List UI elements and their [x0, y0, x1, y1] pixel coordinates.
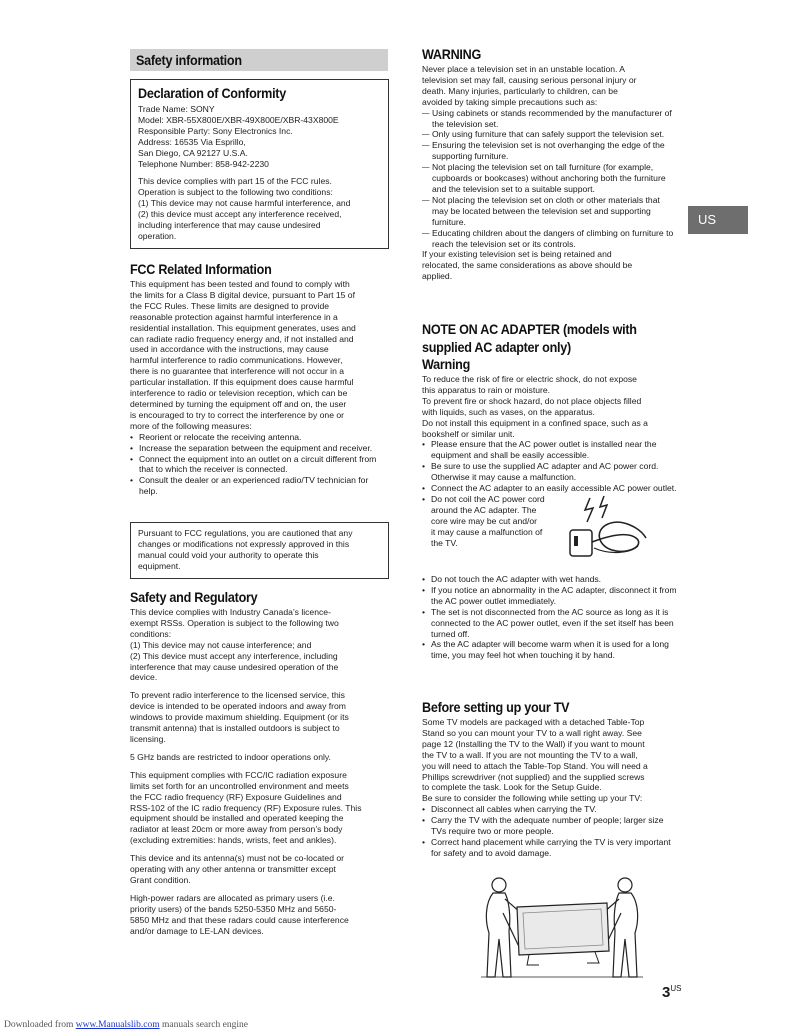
list-item: • Increase the separation between the equipment and receiver.	[130, 443, 380, 454]
line: including interference that may cause undesired	[138, 220, 321, 231]
line: equipment.	[138, 560, 181, 571]
regulatory-p2	[130, 690, 389, 745]
line: bookshelf or similar unit.	[422, 428, 515, 439]
line: death. Many injuries, particularly to children, can be	[422, 85, 618, 96]
line: equipment should be installed and operated keeping the	[130, 813, 344, 824]
list-item: • If you notice an abnormality in the AC adapter, disconnect it from the AC power outlet immediately.	[422, 585, 678, 607]
line: This device and its antenna(s) must not be co-located or	[130, 853, 345, 864]
line: windows to provide maximum shielding. Equipment (or its	[130, 712, 349, 723]
address: Address: 16535 Via Esprillo,	[138, 136, 246, 147]
line: interference that may cause undesired operation of the	[130, 661, 339, 672]
line: more of the following measures:	[130, 420, 252, 431]
trade-name: Trade Name: SONY	[138, 104, 215, 114]
regulatory-section	[130, 589, 389, 936]
line: residential installation. This equipment generates, uses and	[130, 322, 356, 333]
download-footer	[4, 1020, 248, 1030]
line: and/or damage to LE-LAN devices.	[130, 925, 264, 936]
safety-information-title: Safety information	[136, 52, 242, 68]
list-item: • As the AC adapter will become warm when it is used for a long time, you may feel hot when touching it by hand.	[422, 639, 678, 661]
line: priority users) of the bands 5250-5350 MHz and 5650-	[130, 903, 337, 914]
two-people-carrying-tv-illustration	[477, 873, 647, 981]
line: Be sure to consider the following while setting up your TV:	[422, 793, 643, 804]
line: Operation is subject to the following two conditions:	[138, 187, 333, 198]
region-tab-us	[688, 206, 748, 234]
line: This device complies with part 15 of the FCC rules.	[138, 176, 332, 187]
coiled-adapter-illustration	[568, 490, 650, 566]
list-item: — Ensuring the television set is not overhanging the edge of the supporting furniture.	[422, 140, 678, 162]
line: Some TV models are packaged with a detached Table-Top	[422, 717, 645, 727]
responsible-party: Responsible Party: Sony Electronics Inc.	[138, 125, 293, 136]
line: harmful interference to radio communications. However,	[130, 355, 343, 366]
line: transmit antenna) that is installed outdoors is subject to	[130, 723, 340, 734]
list-item: • Do not touch the AC adapter with wet hands.	[422, 574, 678, 585]
line: (2) this device must accept any interference received,	[138, 209, 342, 220]
list-item: • Consult the dealer or an experienced radio/TV technician for help.	[130, 475, 380, 497]
list-item: • Be sure to use the supplied AC adapter and AC power cord. Otherwise it may cause a malfunction.	[422, 461, 678, 483]
list-item: • Correct hand placement while carrying the TV is very important for safety and to avoid damage.	[422, 837, 678, 859]
regulatory-p4	[130, 770, 389, 846]
regulatory-p3	[130, 752, 389, 763]
warning-precautions-list	[422, 108, 678, 250]
fcc-title: FCC Related Information	[130, 261, 272, 277]
list-item: — Educating children about the dangers of climbing on furniture to reach the television set or its controls.	[422, 228, 678, 250]
ac-adapter-list	[422, 439, 678, 494]
line: licensing.	[130, 733, 166, 744]
line: This device complies with Industry Canada’s licence-	[130, 607, 331, 617]
list-item: • Please ensure that the AC power outlet is installed near the equipment and shall be easily accessible.	[422, 439, 678, 461]
line: can radiate radio frequency energy and, if not installed and	[130, 333, 354, 344]
line: High-power radars are allocated as primary users (i.e.	[130, 892, 335, 903]
list-item: — Not placing the television set on cloth or other materials that may be located between the television set and supporting furniture.	[422, 195, 678, 228]
line: around the AC adapter. The	[431, 504, 537, 515]
line: relocated, the same considerations as above should be	[422, 260, 633, 271]
manualslib-link[interactable]: www.Manualslib.com	[75, 1020, 160, 1030]
line: RSS-102 of the IC radio frequency (RF) Exposure rules. This	[130, 802, 362, 813]
line: • Do not coil the AC power cord	[431, 493, 545, 504]
line: is encouraged to try to correct the interference by one or	[130, 409, 345, 420]
line: (1) This device may not cause interference; and	[130, 639, 312, 650]
line: Do not install this equipment in a confined space, such as a	[422, 417, 648, 428]
line: applied.	[422, 271, 453, 282]
line: core wire may be cut and/or	[431, 515, 538, 526]
line: this apparatus to rain or moisture.	[422, 384, 551, 395]
ac-adapter-title-line1: NOTE ON AC ADAPTER (models with	[422, 321, 637, 337]
line: limits set forth for an uncontrolled environment and meets	[130, 780, 349, 791]
line: To reduce the risk of fire or electric shock, do not expose	[422, 374, 637, 384]
page-number	[662, 984, 681, 1001]
footer-prefix: Downloaded from	[4, 1020, 76, 1030]
line: determined by turning the equipment off and on, the user	[130, 398, 347, 409]
line: device.	[130, 672, 158, 683]
line: This equipment has been tested and found to comply with	[130, 279, 350, 289]
warning-section	[422, 46, 678, 282]
line: the FCC radio frequency (RF) Exposure Guidelines and	[130, 791, 342, 802]
line: operating with any other antenna or transmitter except	[130, 864, 336, 875]
telephone: Telephone Number: 858-942-2230	[138, 158, 269, 169]
line: avoided by taking simple precautions such as:	[422, 96, 598, 107]
line: To prevent radio interference to the licensed service, this	[130, 690, 345, 701]
declaration-details	[138, 104, 381, 169]
line: the TV.	[431, 537, 458, 548]
list-item: • Carry the TV with the adequate number of people; larger size TVs require two or more people.	[422, 815, 678, 837]
declaration-title: Declaration of Conformity	[138, 85, 286, 101]
list-item: — Not placing the television set on tall furniture (for example, cupboards or bookcases) without anchoring both the furniture and the television set to a suitable support.	[422, 162, 678, 195]
line: (excluding extremities: hands, wrists, feet and ankles).	[130, 835, 337, 846]
footer-suffix: manuals search engine	[159, 1020, 248, 1030]
regulatory-title: Safety and Regulatory	[130, 589, 258, 605]
list-item: • Connect the AC adapter to an easily accessible AC power outlet.	[422, 483, 678, 494]
line: conditions:	[130, 628, 172, 639]
line: To prevent fire or shock hazard, do not place objects filled	[422, 395, 642, 406]
line: radiator at least 20cm or more away from person’s body	[130, 824, 343, 835]
fcc-measures-list	[130, 432, 380, 497]
line: it may cause a malfunction of	[431, 526, 543, 537]
line: Phillips screwdriver (not supplied) and the supplied screws	[422, 771, 645, 782]
line: Stand so you can mount your TV to a wall right away. See	[422, 727, 642, 738]
line: (2) This device must accept any interference, including	[130, 650, 338, 661]
line: with liquids, such as vases, on the apparatus.	[422, 406, 595, 417]
warning-title: WARNING	[422, 46, 482, 62]
region-tab-label: US	[698, 212, 717, 227]
coil-warning	[422, 494, 678, 556]
line: 5850 MHz and that these radars could cause interference	[130, 914, 349, 925]
line: used in accordance with the instructions, may cause	[130, 344, 329, 355]
ac-adapter-title-line2: supplied AC adapter only)	[422, 339, 571, 355]
regulatory-p1	[130, 607, 389, 683]
regulatory-p5	[130, 853, 389, 886]
ac-adapter-warning-subtitle: Warning	[422, 356, 471, 372]
ac-adapter-section	[422, 321, 678, 661]
setup-section	[422, 699, 678, 859]
line: device is intended to be operated indoors and away from	[130, 701, 346, 712]
list-item: • The set is not disconnected from the AC source as long as it is connected to the AC power outlet, even if the set itself has been turned off.	[422, 607, 678, 640]
page-number-suffix: US	[670, 984, 682, 993]
safety-information-bar	[130, 49, 388, 71]
line: you will need to attach the Table-Top Stand. You will need a	[422, 760, 648, 771]
regulatory-p6	[130, 893, 389, 937]
list-item: • Reorient or relocate the receiving antenna.	[130, 432, 380, 443]
line: the TV to a wall. If you are not mounting the TV to a wall,	[422, 749, 638, 760]
line: the limits for a Class B digital device, pursuant to Part 15 of	[130, 289, 355, 300]
line: This equipment complies with FCC/IC radiation exposure	[130, 769, 347, 780]
line: manual could void your authority to operate this	[138, 549, 319, 560]
line: reasonable protection against harmful interference in a	[130, 311, 338, 322]
list-item: — Only using furniture that can safely support the television set.	[422, 129, 678, 140]
line: Grant condition.	[130, 874, 191, 885]
line: interference to radio or television reception, which can be	[130, 388, 348, 399]
line: exempt RSSs. Operation is subject to the following two	[130, 617, 339, 628]
list-item: • Connect the equipment into an outlet on a circuit different from that to which the receiver is connected.	[130, 454, 380, 476]
line: changes or modifications not expressly approved in this	[138, 538, 350, 549]
fcc-caution-box	[130, 522, 389, 579]
ac-adapter-list-2	[422, 574, 678, 661]
line: (1) This device may not cause harmful interference, and	[138, 198, 351, 209]
compliance-text	[138, 176, 381, 241]
line: operation.	[138, 230, 177, 241]
declaration-box	[130, 79, 389, 249]
setup-list	[422, 804, 678, 859]
line: If your existing television set is being retained and	[422, 249, 612, 260]
line: to complete the task. Look for the Setup Guide.	[422, 782, 602, 793]
line: page 12 (Installing the TV to the Wall) if you want to mount	[422, 738, 645, 749]
list-item: — Using cabinets or stands recommended by the manufacturer of the television set.	[422, 108, 678, 130]
line: particular installation. If this equipment does cause harmful	[130, 377, 354, 388]
line: there is no guarantee that interference will not occur in a	[130, 366, 345, 377]
address-city: San Diego, CA 92127 U.S.A.	[138, 147, 248, 158]
page-number-value: 3	[662, 984, 671, 1001]
line: 5 GHz bands are restricted to indoor operations only.	[130, 751, 331, 762]
list-item: • Disconnect all cables when carrying the TV.	[422, 804, 678, 815]
model: Model: XBR-55X800E/XBR-49X800E/XBR-43X800E	[138, 114, 339, 125]
fcc-section	[130, 261, 389, 497]
line: Never place a television set in an unstable location. A	[422, 64, 626, 74]
line: television set may fall, causing serious personal injury or	[422, 74, 637, 85]
line: the FCC Rules. These limits are designed to provide	[130, 300, 330, 311]
line: Pursuant to FCC regulations, you are cautioned that any	[138, 528, 353, 538]
setup-title: Before setting up your TV	[422, 699, 570, 715]
